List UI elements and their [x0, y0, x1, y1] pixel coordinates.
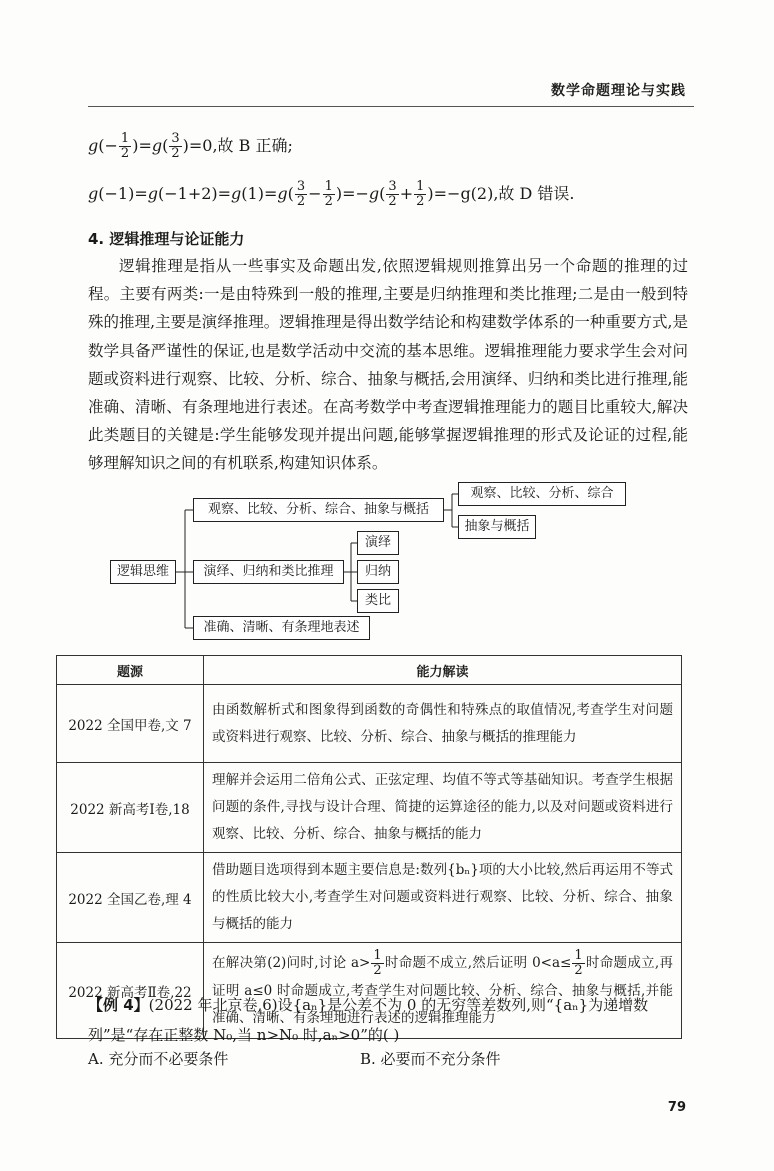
running-header: 数学命题理论与实践 [551, 83, 686, 99]
equation-line-1: g(− $\frac{1}{2}$ )=g( $\frac{3}{2}$ )=0,故 B 正确; [88, 131, 293, 161]
table-header-row [57, 656, 682, 685]
table-cell-desc: 借助题目选项得到本题主要信息是:数列{bₙ}项的大小比较,然后再运用不等式的性质比较大小,考查学生对问题或资料进行观察、比较、分析、综合、抽象与概括的能力 [204, 853, 682, 943]
diagram-leaf-deduction: 演绎 [357, 531, 399, 555]
equation-line-2: g(−1)=g(−1+2)=g(1)=g( $\frac{3}{2}$ − $\frac{1}{2}$ )=−g( $\frac{3}{2}$ + $\frac{1}{2}$ )=−g(2),故 D 错误. [88, 179, 575, 209]
table-cell-desc-part: 时命题成立,再证明 a≤0 时命题成立,考查学生对问题比较、分析、综合、抽象与概括,并能准确、清晰、有条理地进行表述的逻辑推理能力 [212, 955, 673, 1026]
table-cell-desc-part: 在解决第(2)问时,讨论 a> [212, 955, 371, 971]
diagram-branch-observe: 观察、比较、分析、综合、抽象与概括 [193, 498, 444, 522]
diagram-branch-reasoning: 演绎、归纳和类比推理 [193, 560, 344, 584]
fraction-one-half: $\frac{1}{2}$ [373, 948, 382, 978]
page-number: 79 [667, 1100, 686, 1115]
section-paragraph: 逻辑推理是指从一些事实及命题出发,依照逻辑规则推算出另一个命题的推理的过程。主要有两类:一是由特殊到一般的推理,主要是归纳推理和类比推理;二是由一般到特殊的推理,主要是演绎推理。逻辑推理是得出数学结论和构建数学体系的一种重要方式,是数学具备严谨性的保证,也是数学活动中交流的基本思维。逻辑推理能力要求学生会对问题或资料进行观察、比较、分析、综合、抽象与概括,会用演绎、归纳和类比进行推理,能准确、清晰、有条理地进行表述。在高考数学中考查逻辑推理能力的题目比重较大,解决此类题目的关键是:学生能够发现并提出问题,能够掌握逻辑推理的形式及论证的过程,能够理解知识之间的有机联系,构建知识体系。 [88, 257, 688, 473]
table-header-source: 题源 [57, 656, 204, 685]
ability-table [56, 655, 682, 1039]
fraction-one-half: $\frac{1}{2}$ [574, 948, 583, 978]
diagram-root-node: 逻辑思维 [110, 560, 176, 584]
example-options [88, 1048, 632, 1069]
equation-1-conclusion: =0,故 B 正确; [188, 136, 293, 155]
diagram-leaf-abstract: 抽象与概括 [458, 515, 536, 539]
diagram-leaf-observe-compare: 观察、比较、分析、综合 [458, 482, 626, 506]
equation-2-conclusion: =−g(2),故 D 错误. [433, 184, 575, 203]
table-row [57, 685, 682, 763]
example-question [88, 990, 688, 1050]
table-cell-source: 2022 全国乙卷,理 4 [57, 853, 204, 943]
example-text: (2022 年北京卷,6)设{aₙ}是公差不为 0 的无穷等差数列,则“{aₙ}为递增数列”是“存在正整数 N₀,当 n>N₀ 时,aₙ>0”的( ) [88, 996, 649, 1044]
example-label: 【例 4】 [88, 996, 149, 1014]
table-cell-source: 2022 新高考Ⅰ卷,18 [57, 763, 204, 853]
diagram-leaf-induction: 归纳 [357, 560, 399, 584]
table-header-analysis: 能力解读 [204, 656, 682, 685]
table-cell-desc: 由函数解析式和图象得到函数的奇偶性和特殊点的取值情况,考查学生对问题或资料进行观察、比较、分析、综合、抽象与概括的推理能力 [204, 685, 682, 763]
option-a: A. 充分而不必要条件 [88, 1050, 229, 1068]
option-b: B. 必要而不充分条件 [360, 1050, 501, 1068]
diagram-branch-expression: 准确、清晰、有条理地表述 [193, 616, 370, 640]
table-row [57, 853, 682, 943]
table-row [57, 763, 682, 853]
table-cell-source: 2022 全国甲卷,文 7 [57, 685, 204, 763]
diagram-leaf-analogy: 类比 [357, 589, 399, 613]
table-cell-source: 2022 新高考Ⅱ卷,22 [57, 943, 204, 1039]
table-cell-desc: 理解并会运用二倍角公式、正弦定理、均值不等式等基础知识。考查学生根据问题的条件,寻找与设计合理、简捷的运算途径的能力,以及对问题或资料进行观察、比较、分析、综合、抽象与概括的能力 [204, 763, 682, 853]
section-title: 4. 逻辑推理与论证能力 [88, 230, 245, 248]
table-cell-desc-part: 时命题不成立,然后证明 0<a≤ [384, 955, 572, 971]
